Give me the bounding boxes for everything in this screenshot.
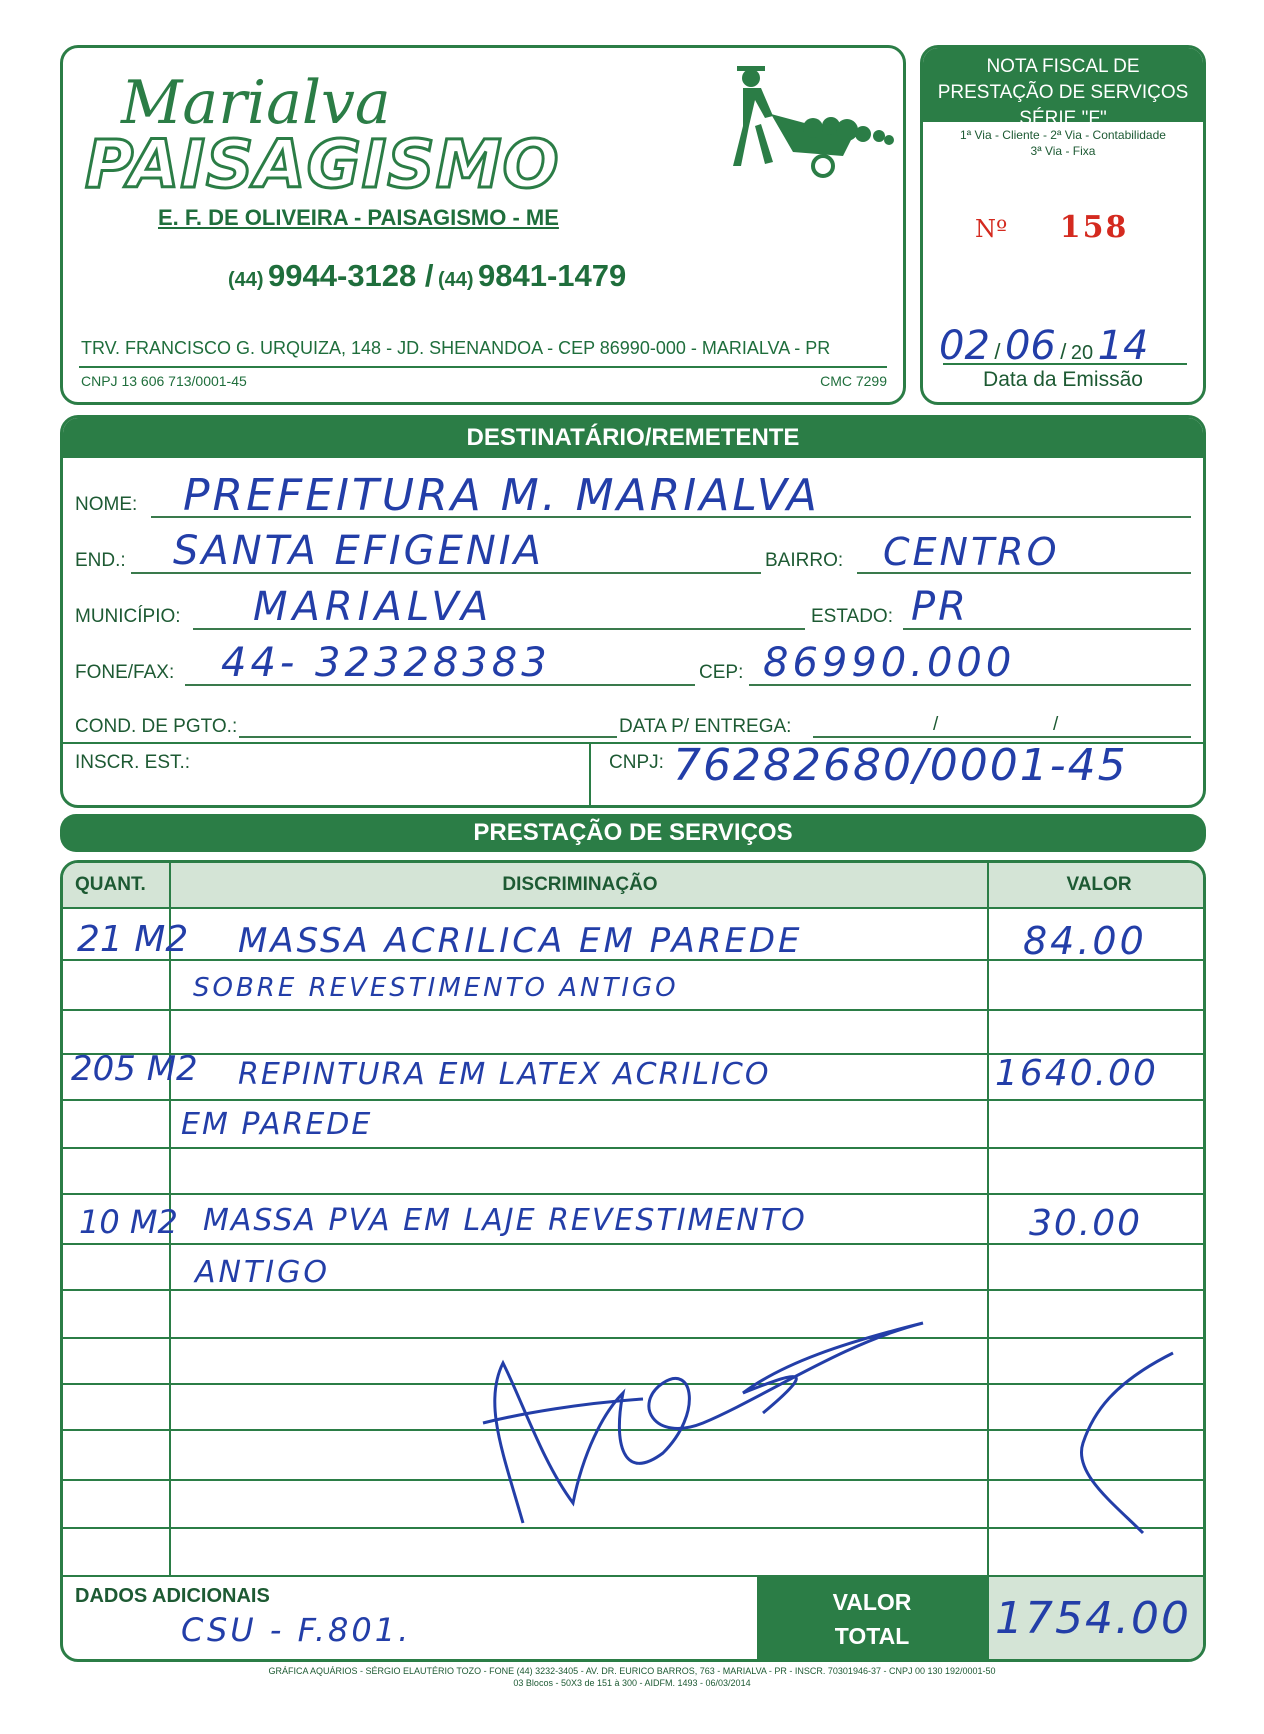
table-row-line — [63, 1099, 1206, 1101]
company-address: TRV. FRANCISCO G. URQUIZA, 148 - JD. SHENANDOA - CEP 86990-000 - MARIALVA - PR — [81, 338, 831, 358]
date-day: 02 — [939, 323, 990, 369]
date-sep-1: / — [994, 339, 1001, 364]
additional-value: CSU - F.801. — [181, 1611, 412, 1649]
item-3-value: 30.00 — [1029, 1203, 1143, 1244]
total-label-1: VALOR — [832, 1589, 912, 1615]
recipient-vertical-divider — [589, 742, 591, 808]
state-label: ESTADO: — [811, 606, 893, 627]
item-1-value: 84.00 — [1023, 919, 1147, 963]
delivery-sep-1: / — [933, 714, 939, 735]
item-2-value: 1640.00 — [995, 1053, 1158, 1094]
company-header — [60, 45, 906, 405]
signature-mark — [993, 1343, 1193, 1543]
district-label: BAIRRO: — [765, 550, 844, 571]
district-value: CENTRO — [883, 530, 1060, 574]
item-2-desc-1: REPINTURA EM LATEX ACRILICO — [238, 1057, 771, 1092]
copies-line-2: 3ª Via - Fixa — [1030, 144, 1096, 158]
delivery-sep-2: / — [1053, 714, 1059, 735]
header-divider — [79, 366, 887, 368]
company-cnpj: CNPJ 13 606 713/0001-45 — [81, 373, 247, 389]
payment-line — [239, 736, 617, 738]
item-3-desc-1: MASSA PVA EM LAJE REVESTIMENTO — [203, 1203, 807, 1238]
phone-prefix-2: (44) — [437, 269, 474, 291]
services-table — [60, 860, 1206, 1662]
item-1-desc-2: SOBRE REVESTIMENTO ANTIGO — [193, 973, 679, 1003]
payment-label: COND. DE PGTO.: — [75, 716, 238, 737]
gardener-wheelbarrow-logo — [703, 56, 903, 186]
table-row-line — [63, 1147, 1206, 1149]
address-value: SANTA EFIGENIA — [173, 528, 544, 574]
item-3-qty: 10 M2 — [79, 1203, 178, 1241]
additional-label: DADOS ADICIONAIS — [75, 1585, 270, 1607]
invoice-info-box — [920, 45, 1206, 405]
date-year-suffix: 14 — [1097, 323, 1149, 369]
city-value: MARIALVA — [253, 584, 494, 630]
total-label-box — [757, 1575, 987, 1662]
date-label: Data da Emissão — [983, 368, 1143, 391]
phone-1: 9944-3128 / — [268, 258, 434, 293]
phone-prefix-1: (44) — [228, 269, 264, 291]
delivery-label: DATA P/ ENTREGA: — [619, 716, 792, 737]
recipient-title: DESTINATÁRIO/REMETENTE — [63, 418, 1203, 458]
recipient-box — [60, 415, 1206, 808]
invoice-title: NOTA FISCAL DE PRESTAÇÃO DE SERVIÇOS SÉRIE "F" — [923, 48, 1203, 122]
total-label-2: TOTAL — [834, 1623, 910, 1649]
brand-block: PAISAGISMO — [85, 126, 560, 203]
delivery-line — [813, 736, 1191, 738]
item-1-desc-1: MASSA ACRILICA EM PAREDE — [238, 921, 803, 961]
col-divider-2 — [987, 863, 989, 1662]
services-title: PRESTAÇÃO DE SERVIÇOS — [60, 814, 1206, 852]
col-value-header: VALOR — [1066, 874, 1132, 895]
number-value: 158 — [1059, 210, 1129, 245]
cnpj-value: 76282680/0001-45 — [673, 740, 1128, 791]
col-qty-header: QUANT. — [75, 874, 146, 895]
item-3-desc-2: ANTIGO — [195, 1255, 330, 1290]
item-2-qty: 205 M2 — [71, 1049, 198, 1089]
table-row-line — [63, 1009, 1206, 1011]
zip-label: CEP: — [699, 662, 744, 683]
state-value: PR — [911, 584, 969, 630]
item-1-qty: 21 M2 — [77, 919, 189, 960]
phone-label: FONE/FAX: — [75, 662, 175, 683]
copies-line-1: 1ª Via - Cliente - 2ª Via - Contabilidade — [960, 128, 1166, 142]
state-reg-label: INSCR. EST.: — [75, 752, 191, 773]
date-year-prefix: 20 — [1070, 342, 1094, 364]
phone-line — [228, 258, 626, 294]
printer-line-1: GRÁFICA AQUÁRIOS - SÉRGIO ELAUTÉRIO TOZO - FONE (44) 3232-3405 - AV. DR. EURICO BARROS, 763 - MARIALVA - PR - INSCR. 70301946-37 - CNPJ 00 130 192/0001-50 — [268, 1666, 996, 1676]
name-label: NOME: — [75, 494, 138, 515]
name-value: PREFEITURA M. MARIALVA — [183, 470, 820, 521]
signature — [463, 1303, 943, 1543]
date-month: 06 — [1004, 323, 1056, 369]
item-2-desc-2: EM PAREDE — [181, 1107, 373, 1142]
address-label: END.: — [75, 550, 126, 571]
phone-value: 44- 32328383 — [221, 640, 551, 686]
brand-script: Marialva — [121, 68, 391, 138]
cnpj-label: CNPJ: — [609, 752, 664, 773]
invoice-number — [975, 210, 1128, 245]
city-label: MUNICÍPIO: — [75, 606, 181, 627]
total-value: 1754.00 — [995, 1593, 1191, 1644]
date-underline — [943, 363, 1187, 365]
table-row-line — [63, 907, 1206, 909]
company-cmc: CMC 7299 — [820, 373, 887, 389]
company-name: E. F. DE OLIVEIRA - PAISAGISMO - ME — [158, 205, 559, 230]
phone-2: 9841-1479 — [478, 258, 627, 293]
zip-value: 86990.000 — [763, 640, 1016, 686]
date-sep-2: / — [1060, 339, 1067, 364]
number-symbol: Nº — [975, 215, 1008, 243]
table-row-line — [63, 1193, 1206, 1195]
col-desc-header: DISCRIMINAÇÃO — [502, 874, 658, 895]
printer-line-2: 03 Blocos - 50X3 de 151 à 300 - AIDFM. 1493 - 06/03/2014 — [513, 1678, 751, 1688]
